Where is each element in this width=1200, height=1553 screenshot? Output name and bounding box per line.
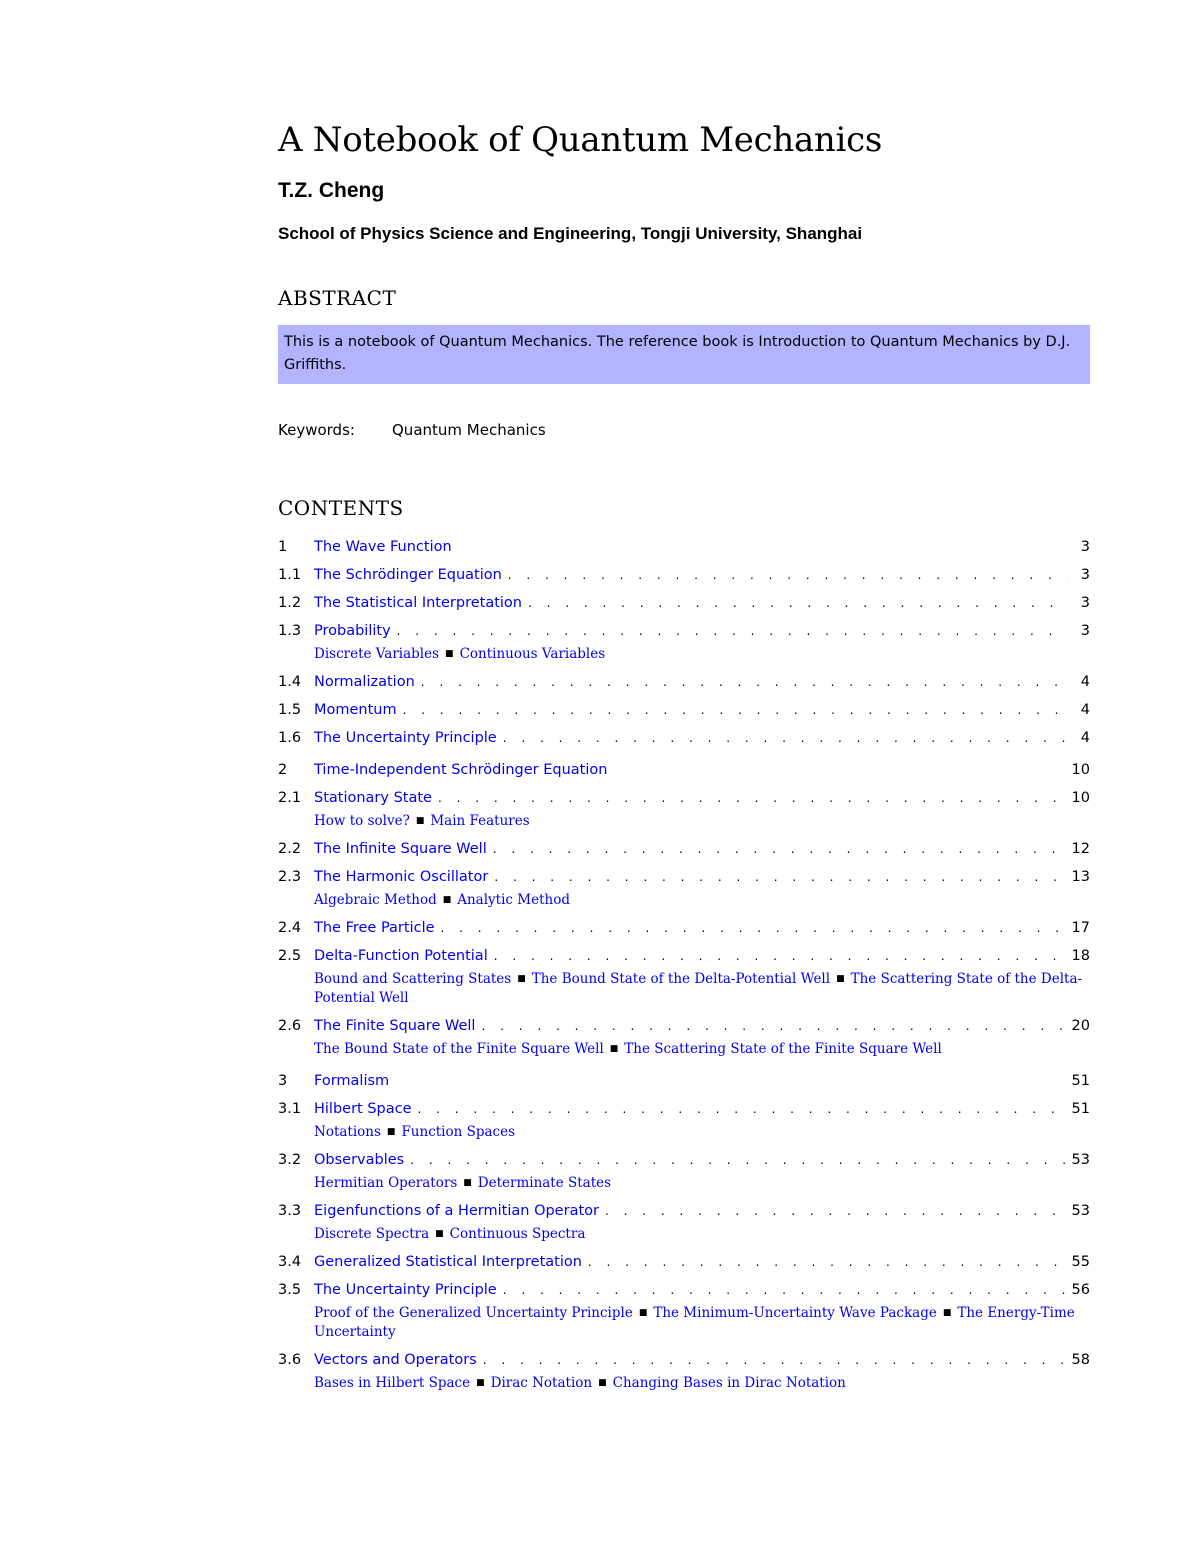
toc-page-number: 3 xyxy=(1080,539,1090,555)
toc-section-row xyxy=(278,839,1090,859)
toc-number: 3.1 xyxy=(278,1101,302,1117)
toc-page-number: 10 xyxy=(1071,762,1090,778)
toc-subsection-link[interactable]: Function Spaces xyxy=(401,1124,516,1140)
toc-section-row xyxy=(278,593,1090,613)
bullet-separator-icon: ■ xyxy=(476,1378,485,1388)
toc-subsection-link[interactable]: Algebraic Method xyxy=(314,892,437,908)
toc-leader-dots xyxy=(483,1350,1068,1370)
toc-page-number: 4 xyxy=(1080,702,1090,718)
toc-subsection-link[interactable]: The Bound State of the Delta-Potential Well xyxy=(531,971,831,987)
author-affiliation: School of Physics Science and Engineering, Tongji University, Shanghai xyxy=(278,224,863,243)
toc-section-row xyxy=(278,1350,1090,1370)
toc-number: 1.6 xyxy=(278,730,302,746)
table-of-contents xyxy=(278,537,1090,1393)
toc-link[interactable]: Generalized Statistical Interpretation xyxy=(314,1254,582,1270)
toc-subsection-link[interactable]: Notations xyxy=(314,1124,381,1140)
toc-section-row xyxy=(278,1201,1090,1221)
toc-number: 2.4 xyxy=(278,920,302,936)
toc-subsection-link[interactable]: Main Features xyxy=(430,813,530,829)
toc-link[interactable]: The Uncertainty Principle xyxy=(314,1282,497,1298)
toc-number: 1.1 xyxy=(278,567,302,583)
toc-subsection-link[interactable]: Bound and Scattering States xyxy=(314,971,512,987)
abstract-box xyxy=(278,325,1090,384)
toc-link[interactable]: Delta-Function Potential xyxy=(314,948,488,964)
abstract-heading: ABSTRACT xyxy=(278,286,397,310)
toc-link[interactable]: The Free Particle xyxy=(314,920,435,936)
toc-link[interactable]: The Infinite Square Well xyxy=(314,841,487,857)
toc-subsections xyxy=(314,1374,1090,1393)
toc-page-number: 20 xyxy=(1071,1018,1090,1034)
bullet-separator-icon: ■ xyxy=(415,816,425,826)
toc-number: 2.5 xyxy=(278,948,302,964)
toc-subsection-link[interactable]: Bases in Hilbert Space xyxy=(314,1375,471,1391)
bullet-separator-icon: ■ xyxy=(435,1229,444,1239)
toc-subsection-link[interactable]: Dirac Notation xyxy=(490,1375,593,1391)
toc-section-row xyxy=(278,918,1090,938)
toc-link[interactable]: The Statistical Interpretation xyxy=(314,595,522,611)
toc-leader-dots xyxy=(438,788,1068,808)
toc-number: 1 xyxy=(278,539,288,555)
toc-subsection-link[interactable]: The Scattering State of the Finite Square Well xyxy=(624,1041,942,1057)
toc-subsection-link[interactable]: Proof of the Generalized Uncertainty Principle xyxy=(314,1305,633,1321)
bullet-separator-icon: ■ xyxy=(638,1308,648,1318)
toc-subsection-link[interactable]: Determinate States xyxy=(477,1175,612,1191)
toc-link[interactable]: The Harmonic Oscillator xyxy=(314,869,489,885)
toc-page-number: 18 xyxy=(1071,948,1090,964)
toc-link[interactable]: Formalism xyxy=(314,1073,390,1089)
toc-leader-dots xyxy=(605,1201,1068,1221)
toc-subsections xyxy=(314,812,1090,831)
toc-subsection-link[interactable]: Analytic Method xyxy=(457,892,570,908)
toc-link[interactable]: The Schrödinger Equation xyxy=(314,567,502,583)
toc-number: 1.3 xyxy=(278,623,302,639)
toc-link[interactable]: The Finite Square Well xyxy=(314,1018,476,1034)
toc-section-row xyxy=(278,1016,1090,1036)
toc-section-row xyxy=(278,1099,1090,1119)
toc-section-row xyxy=(278,728,1090,748)
toc-subsection-link[interactable]: How to solve? xyxy=(314,813,410,829)
toc-subsections xyxy=(314,1225,1090,1244)
toc-section-row xyxy=(278,867,1090,887)
toc-number: 2.2 xyxy=(278,841,302,857)
toc-page-number: 4 xyxy=(1080,730,1090,746)
keywords-label: Keywords: xyxy=(278,421,355,439)
toc-leader-dots xyxy=(503,1280,1068,1300)
toc-page-number: 17 xyxy=(1071,920,1090,936)
toc-number: 2.1 xyxy=(278,790,302,806)
toc-leader-dots xyxy=(588,1252,1068,1272)
bullet-separator-icon: ■ xyxy=(442,895,452,905)
keywords-line xyxy=(278,420,1090,440)
toc-leader-dots xyxy=(481,1016,1067,1036)
toc-leader-dots xyxy=(493,839,1068,859)
toc-link[interactable]: Hilbert Space xyxy=(314,1101,412,1117)
toc-subsection-link[interactable]: The Scattering State of the Delta-Potential Well xyxy=(314,971,1083,1006)
toc-page-number: 55 xyxy=(1071,1254,1090,1270)
bullet-separator-icon: ■ xyxy=(445,649,454,659)
toc-subsection-link[interactable]: Discrete Variables xyxy=(314,646,440,662)
toc-chapter-row xyxy=(278,1071,1090,1091)
toc-page-number: 56 xyxy=(1071,1282,1090,1298)
toc-leader-dots xyxy=(410,1150,1067,1170)
toc-number: 2.6 xyxy=(278,1018,302,1034)
toc-page-number: 10 xyxy=(1071,790,1090,806)
toc-leader-dots xyxy=(418,1099,1068,1119)
toc-subsections xyxy=(314,970,1090,1008)
toc-link[interactable]: The Uncertainty Principle xyxy=(314,730,497,746)
toc-link[interactable]: Observables xyxy=(314,1152,405,1168)
toc-page-number: 3 xyxy=(1080,623,1090,639)
toc-section-row xyxy=(278,621,1090,641)
toc-link[interactable]: Probability xyxy=(314,623,391,639)
toc-leader-dots xyxy=(403,700,1068,720)
toc-number: 3.6 xyxy=(278,1352,302,1368)
toc-link[interactable]: Time-Independent Schrödinger Equation xyxy=(314,762,608,778)
toc-subsections xyxy=(314,645,1090,664)
toc-number: 1.5 xyxy=(278,702,302,718)
author-name: T.Z. Cheng xyxy=(278,179,385,202)
toc-number: 3.2 xyxy=(278,1152,302,1168)
toc-link[interactable]: Stationary State xyxy=(314,790,432,806)
toc-number: 3.5 xyxy=(278,1282,302,1298)
toc-leader-dots xyxy=(528,593,1068,613)
toc-subsection-link[interactable]: The Bound State of the Finite Square Well xyxy=(314,1041,604,1057)
toc-section-row xyxy=(278,946,1090,966)
bullet-separator-icon: ■ xyxy=(942,1308,952,1318)
toc-subsection-link[interactable]: Discrete Spectra xyxy=(314,1226,430,1242)
toc-number: 2.3 xyxy=(278,869,302,885)
bullet-separator-icon: ■ xyxy=(517,974,526,984)
toc-page-number: 3 xyxy=(1080,567,1090,583)
toc-link[interactable]: Eigenfunctions of a Hermitian Operator xyxy=(314,1203,599,1219)
toc-leader-dots xyxy=(421,672,1068,692)
toc-section-row xyxy=(278,700,1090,720)
toc-leader-dots xyxy=(494,867,1067,887)
paper-page xyxy=(278,118,1090,1393)
toc-section-row xyxy=(278,1150,1090,1170)
toc-subsection-link[interactable]: The Minimum-Uncertainty Wave Package xyxy=(653,1305,937,1321)
toc-page-number: 58 xyxy=(1071,1352,1090,1368)
toc-subsection-link[interactable]: Changing Bases in Dirac Notation xyxy=(612,1375,846,1391)
toc-subsections xyxy=(314,1123,1090,1142)
keywords-value: Quantum Mechanics xyxy=(392,421,546,439)
toc-link[interactable]: The Wave Function xyxy=(314,539,452,555)
toc-page-number: 53 xyxy=(1071,1203,1090,1219)
toc-page-number: 51 xyxy=(1071,1073,1090,1089)
toc-page-number: 12 xyxy=(1071,841,1090,857)
toc-link[interactable]: Normalization xyxy=(314,674,415,690)
toc-subsections xyxy=(314,1174,1090,1193)
toc-number: 3.3 xyxy=(278,1203,302,1219)
toc-number: 1.4 xyxy=(278,674,302,690)
toc-leader-dots xyxy=(508,565,1068,585)
bullet-separator-icon: ■ xyxy=(463,1178,472,1188)
toc-subsections xyxy=(314,1304,1090,1342)
toc-subsection-link[interactable]: Hermitian Operators xyxy=(314,1175,458,1191)
toc-page-number: 51 xyxy=(1071,1101,1090,1117)
bullet-separator-icon: ■ xyxy=(598,1378,607,1388)
toc-link[interactable]: Momentum xyxy=(314,702,397,718)
toc-number: 3.4 xyxy=(278,1254,302,1270)
toc-subsection-link[interactable]: Continuous Variables xyxy=(459,646,606,662)
toc-subsections xyxy=(314,1040,1090,1059)
toc-page-number: 53 xyxy=(1071,1152,1090,1168)
toc-number: 3 xyxy=(278,1073,288,1089)
toc-page-number: 4 xyxy=(1080,674,1090,690)
toc-section-row xyxy=(278,1280,1090,1300)
toc-number: 1.2 xyxy=(278,595,302,611)
toc-page-number: 3 xyxy=(1080,595,1090,611)
bullet-separator-icon: ■ xyxy=(386,1127,396,1137)
toc-section-row xyxy=(278,788,1090,808)
toc-chapter-row xyxy=(278,537,1090,557)
toc-leader-dots xyxy=(441,918,1068,938)
toc-subsection-link[interactable]: Continuous Spectra xyxy=(449,1226,586,1242)
toc-page-number: 13 xyxy=(1071,869,1090,885)
toc-link[interactable]: Vectors and Operators xyxy=(314,1352,477,1368)
toc-leader-dots xyxy=(494,946,1068,966)
toc-leader-dots xyxy=(397,621,1068,641)
toc-section-row xyxy=(278,1252,1090,1272)
paper-title: A Notebook of Quantum Mechanics xyxy=(278,120,882,160)
toc-chapter-row xyxy=(278,760,1090,780)
contents-heading: CONTENTS xyxy=(278,496,404,520)
toc-section-row xyxy=(278,672,1090,692)
abstract-text: This is a notebook of Quantum Mechanics. The reference book is Introduction to Quantum Mechanics by D.J. Griffiths. xyxy=(284,334,1071,373)
toc-subsection-link[interactable]: The Energy-Time Uncertainty xyxy=(314,1305,1075,1340)
toc-leader-dots xyxy=(503,728,1068,748)
bullet-separator-icon: ■ xyxy=(836,974,845,984)
toc-section-row xyxy=(278,565,1090,585)
toc-number: 2 xyxy=(278,762,288,778)
toc-subsections xyxy=(314,891,1090,910)
bullet-separator-icon: ■ xyxy=(609,1044,619,1054)
